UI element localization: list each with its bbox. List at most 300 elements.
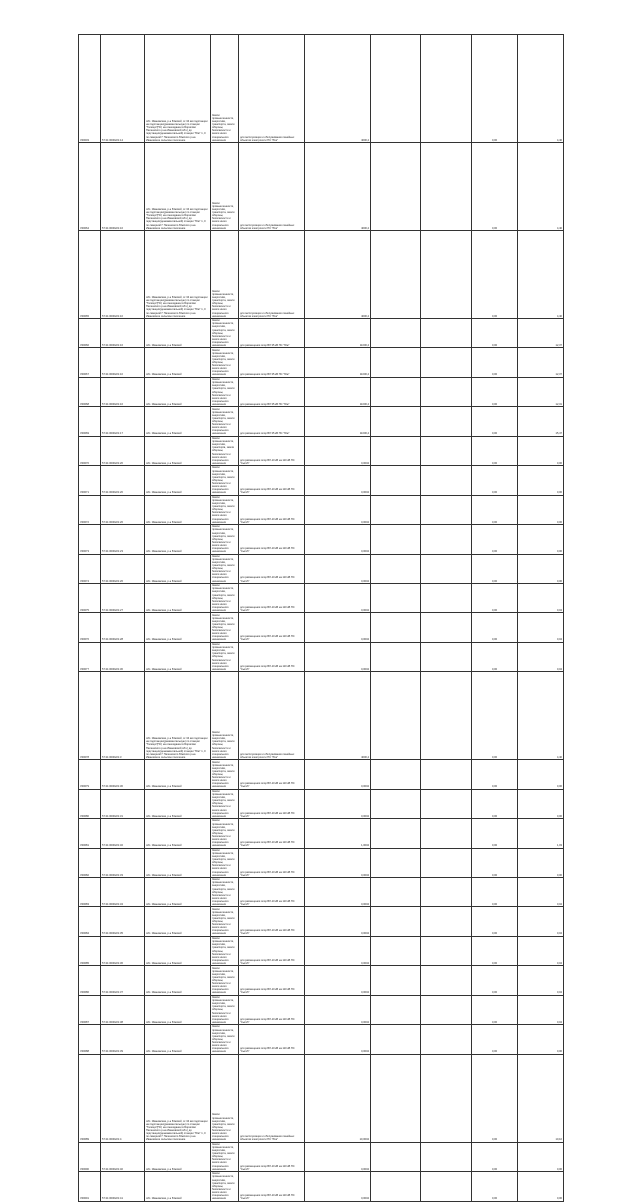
cell-land-category: Земли промышленности, энергетики, транспорta, земли обороны, безопасности и земли иного специального назначения	[211, 436, 239, 465]
table-row	[79, 789, 564, 818]
cell-empty-col-a	[371, 672, 421, 760]
cell-empty-col-a	[371, 1172, 421, 1201]
cell-coefficient: 0,00	[472, 760, 518, 789]
cell-address: обл. Ивановская, р-н Южский	[145, 789, 211, 818]
cell-land-category: Земли промышленности, энергетики, транспорта, земли обороны, безопасности и земли иного специального назначения	[211, 377, 239, 406]
cell-value: 1,03	[518, 819, 564, 848]
cell-land-category: Земли промышленности, энергетики, транспорта, земли обороны, безопасности и земли иного специального назначения	[211, 789, 239, 818]
cell-value: 0,06	[518, 495, 564, 524]
table-row	[79, 1025, 564, 1054]
cell-empty-col-b	[421, 348, 472, 377]
cell-coefficient: 0,00	[472, 613, 518, 642]
cell-empty-col-a	[371, 525, 421, 554]
cell-coefficient: 0,00	[472, 1054, 518, 1142]
cell-value: 0,06	[518, 525, 564, 554]
cell-empty-col-b	[421, 407, 472, 436]
cell-row-id: V00083	[79, 878, 101, 907]
cell-land-category: Земли промышленности, энергетики, транспорта, земли обороны, безопасности и земли иного специального назначения	[211, 613, 239, 642]
cell-cadastral-number: 57:21:0000221:28	[101, 613, 145, 642]
cell-value: 0,04	[518, 966, 564, 995]
cell-area: 1,0004	[305, 819, 371, 848]
cell-cadastral-number: 57:21:0000221:20	[101, 436, 145, 465]
cell-empty-col-a	[371, 348, 421, 377]
cell-value: 0,04	[518, 995, 564, 1024]
cell-row-id: V00084	[79, 907, 101, 936]
cell-value: 0,04	[518, 583, 564, 612]
cell-land-category: Земли промышленности, энергетики, транспорта, земли обороны, безопасности и земли иного специального назначения	[211, 1142, 239, 1171]
table-row	[79, 966, 564, 995]
cell-cadastral-number: 57:21:0000221:27	[101, 583, 145, 612]
cell-address: обл. Ивановская, р-н Южский	[145, 907, 211, 936]
cell-land-category: Земли промышленности, энергетики, транспорта, земли обороны, безопасности и земли иного специального назначения	[211, 878, 239, 907]
cell-permitted-use: для размещения опор ВЛ-10 кВ на 110 кВ ПС "Сыгиб"	[239, 936, 305, 965]
cell-address: обл. Ивановская, р-н Южский	[145, 319, 211, 348]
cell-empty-col-b	[421, 760, 472, 789]
cell-cadastral-number: 57:21:0000221:14	[101, 35, 145, 143]
cell-permitted-use: для размещения опор ВЛ-10 кВ на 110 кВ ПС "Сыгиб"	[239, 642, 305, 671]
cell-address: обл. Ивановская, р-н Южский	[145, 407, 211, 436]
cell-empty-col-a	[371, 1025, 421, 1054]
cell-area: 0,0004	[305, 436, 371, 465]
cell-value: 4,40	[518, 35, 564, 143]
cell-row-id: V00069	[79, 407, 101, 436]
cell-empty-col-b	[421, 672, 472, 760]
cell-row-id: V00080	[79, 789, 101, 818]
cell-empty-col-b	[421, 936, 472, 965]
cell-land-category: Земли промышленности, энергетики, транспорта, земли обороны, безопасности и земли иного специального назначения	[211, 848, 239, 877]
cell-permitted-use: для размещения опор ВЛ 35 кВ ПС "Юж"	[239, 377, 305, 406]
cell-area: 4000,4	[305, 672, 371, 760]
cell-cadastral-number: 57:21:0000221:4	[101, 1054, 145, 1142]
cell-coefficient: 0,00	[472, 466, 518, 495]
cell-permitted-use: для размещения опор ВЛ-10 кВ на 110 кВ ПС "Сыгиб"	[239, 495, 305, 524]
cell-value: 0,04	[518, 878, 564, 907]
cell-row-id: V00066	[79, 319, 101, 348]
cell-cadastral-number: 57:21:0000221:16	[101, 377, 145, 406]
cell-row-id: V00065	[79, 231, 101, 319]
cell-value: 0,04	[518, 642, 564, 671]
cell-empty-col-b	[421, 1054, 472, 1142]
cell-value: 4,40	[518, 231, 564, 319]
cell-coefficient: 0,00	[472, 878, 518, 907]
cell-area: 0,0004	[305, 848, 371, 877]
table-row	[79, 995, 564, 1024]
cell-coefficient: 0,00	[472, 583, 518, 612]
cell-address: обл. Ивановская, р-н Южский	[145, 1142, 211, 1171]
table-row	[79, 642, 564, 671]
cell-address: обл. Ивановская, р-н Южский, от 34 км подстанции на подстанции(декаментальную) по станции "Талица"(ПС) на огнекидании в Борисово Палешского р-на Ивановской обл.) до подстанции(денкаментальной) станции "Юж" 1, 0 по северной Г Палешского Южского р-на Ивановское сельское поселение	[145, 143, 211, 231]
cell-empty-col-b	[421, 878, 472, 907]
land-parcel-table	[78, 34, 564, 1202]
table-row	[79, 407, 564, 436]
cell-address: обл. Ивановская, р-н Южский	[145, 642, 211, 671]
cell-row-id: V00081	[79, 819, 101, 848]
cell-empty-col-a	[371, 1142, 421, 1171]
cell-empty-col-b	[421, 613, 472, 642]
table-row	[79, 848, 564, 877]
table-row	[79, 1142, 564, 1171]
table-row	[79, 819, 564, 848]
cell-coefficient: 0,00	[472, 231, 518, 319]
cell-empty-col-a	[371, 143, 421, 231]
cell-address: обл. Ивановская, р-н Южский, от 34 км подстанции на подстанции(декаментальную) по станции "Талица"(ПС) на огнекидании в Борисово Палешского р-на Ивановской обл.) до подстанции(денкаментальной) станции "Юж" 1, 0 по северной Г Палешского Южского р-на Ивановское сельское поселение	[145, 672, 211, 760]
cell-empty-col-b	[421, 1172, 472, 1201]
cell-address: обл. Ивановская, р-н Южский	[145, 554, 211, 583]
cell-empty-col-b	[421, 143, 472, 231]
cell-value: 12,37	[518, 319, 564, 348]
cell-area: 0,0004	[305, 525, 371, 554]
table-row	[79, 936, 564, 965]
cell-land-category: Земли промышленности, энергетики, транспорта, земли обороны, безопасности и земли иного специального назначения	[211, 525, 239, 554]
cell-land-category: Земли промышленности, энергетики, транспорта, земли обороны, безопасности и земли иного специального назначения	[211, 35, 239, 143]
cell-land-category: Земли промышленности, энергетики, транспорта, земли обороны, безопасности и земли иного специального назначения	[211, 672, 239, 760]
cell-empty-col-b	[421, 525, 472, 554]
cell-empty-col-b	[421, 583, 472, 612]
cell-row-id: V00085	[79, 936, 101, 965]
cell-value: 0,06	[518, 789, 564, 818]
cell-address: обл. Ивановская, р-н Южский	[145, 848, 211, 877]
cell-permitted-use: для эксплуатации и обслуживания линейных объектов электросети ПС "Юж"	[239, 672, 305, 760]
table-row	[79, 35, 564, 143]
cell-value: 0,06	[518, 436, 564, 465]
cell-permitted-use: для размещения опор ВЛ-10 кВ на 110 кВ ПС "Сыгиб"	[239, 583, 305, 612]
cell-area: 4000,4	[305, 143, 371, 231]
cell-empty-col-b	[421, 995, 472, 1024]
cell-cadastral-number: 57:21:0000221:26	[101, 554, 145, 583]
cell-value: 0,06	[518, 848, 564, 877]
cell-land-category: Земли промышленности, энергетики, транспорта, земли обороны, безопасности и земли иного специального назначения	[211, 231, 239, 319]
cell-cadastral-number: 57:21:0000221:10	[101, 231, 145, 319]
cell-empty-col-a	[371, 760, 421, 789]
cell-area: 0,0004	[305, 495, 371, 524]
cell-row-id: V00073	[79, 525, 101, 554]
cell-area: 0,0004	[305, 966, 371, 995]
cell-row-id: V00067	[79, 348, 101, 377]
cell-address: обл. Ивановская, р-н Южский	[145, 613, 211, 642]
cell-row-id: V00078	[79, 672, 101, 760]
cell-address: обл. Ивановская, р-н Южский	[145, 377, 211, 406]
cell-cadastral-number: 57:21:0000221:17	[101, 407, 145, 436]
cell-area: 0,0004	[305, 936, 371, 965]
cell-empty-col-a	[371, 407, 421, 436]
cell-cadastral-number: 57:21:0000221:23	[101, 525, 145, 554]
cell-value: 0,06	[518, 1025, 564, 1054]
cell-permitted-use: для размещения опор ВЛ-10 кВ на 110 кВ ПС "Сыгиб"	[239, 525, 305, 554]
cell-empty-col-b	[421, 495, 472, 524]
table-row	[79, 672, 564, 760]
cell-row-id: V00068	[79, 377, 101, 406]
cell-land-category: Земли промышленности, энергетики, транспорта, земли обороны, безопасности и земли иного специального назначения	[211, 554, 239, 583]
cell-land-category: Земли промышленности, энергетики, транспорта, земли обороны, безопасности и земли иного специального назначения	[211, 1025, 239, 1054]
cell-area: 0,0004	[305, 583, 371, 612]
cell-permitted-use: для эксплуатации и обслуживания линейных объектов электросети ПС "Юж"	[239, 1054, 305, 1142]
cell-empty-col-a	[371, 495, 421, 524]
cell-land-category: Земли промышленности, энергетики, транспорта, земли обороны, безопасности и земли иного специального назначения	[211, 495, 239, 524]
cell-land-category: Земли промышленности, энергетики, транспорта, земли обороны, безопасности и земли иного специального назначения	[211, 583, 239, 612]
cell-permitted-use: для размещения опор ВЛ-10 кВ на 110 кВ ПС "Сыгиб"	[239, 436, 305, 465]
cell-permitted-use: для размещения опор ВЛ-10 кВ на 110 кВ ПС "Сыгиб"	[239, 554, 305, 583]
cell-address: обл. Ивановская, р-н Южский	[145, 495, 211, 524]
cell-cadastral-number: 57:21:0000221:26	[101, 495, 145, 524]
cell-area: 4000,4	[305, 35, 371, 143]
cell-value: 12,31	[518, 377, 564, 406]
table-row	[79, 907, 564, 936]
cell-empty-col-a	[371, 642, 421, 671]
cell-empty-col-a	[371, 35, 421, 143]
cell-coefficient: 0,00	[472, 1025, 518, 1054]
cell-empty-col-a	[371, 848, 421, 877]
table-row	[79, 613, 564, 642]
cell-address: обл. Ивановская, р-н Южский	[145, 760, 211, 789]
cell-permitted-use: для размещения опор ВЛ 35 кВ ПС "Юж"	[239, 407, 305, 436]
cell-row-id: V00090	[79, 1142, 101, 1171]
cell-land-category: Земли промышленности, энергетики, транспорта, земли обороны, безопасности и земли иного специального назначения	[211, 936, 239, 965]
cell-coefficient: 0,00	[472, 554, 518, 583]
cell-permitted-use: для эксплуатации и обслуживания линейных объектов электросети ПС "Юж"	[239, 35, 305, 143]
cell-address: обл. Ивановская, р-н Южский, от 34 км подстанции на подстанции(декаментальную) по станции "Талица"(ПС) на огнекидании в Борисово Палешского р-на Ивановской обл.) до подстанции(денкаментальной) станции "Юж" 1, 0 по северной Г Палешского Южского р-на Ивановское сельское поселение	[145, 231, 211, 319]
cell-land-category: Земли промышленности, энергетики, транспорта, земли обороны, безопасности и земли иного специального назначения	[211, 1172, 239, 1201]
cell-permitted-use: для размещения опор ВЛ-10 кВ на 110 кВ ПС "Сыгиб"	[239, 760, 305, 789]
cell-cadastral-number: 57:21:0000221:37	[101, 966, 145, 995]
cell-empty-col-b	[421, 642, 472, 671]
cell-value: 0,06	[518, 760, 564, 789]
table-row	[79, 231, 564, 319]
cell-permitted-use: для размещения опор ВЛ-10 кВ на 110 кВ ПС "Сыгиб"	[239, 819, 305, 848]
cell-land-category: Земли промышленности, энергетики, транспорта, земли обороны, безопасности и земли иного специального назначения	[211, 319, 239, 348]
cell-area: 0,0004	[305, 907, 371, 936]
cell-value: 15,47	[518, 407, 564, 436]
cell-permitted-use: для размещения опор ВЛ-10 кВ на 110 кВ ПС "Сыгиб"	[239, 789, 305, 818]
cell-empty-col-b	[421, 819, 472, 848]
cell-permitted-use: для размещения опор ВЛ-10 кВ на 110 кВ ПС "Сыгиб"	[239, 1142, 305, 1171]
cell-coefficient: 0,00	[472, 995, 518, 1024]
cell-empty-col-b	[421, 466, 472, 495]
table-row	[79, 1172, 564, 1201]
cell-area: 0,0004	[305, 1142, 371, 1171]
cell-cadastral-number: 57:21:0000221:36	[101, 936, 145, 965]
cell-coefficient: 0,00	[472, 848, 518, 877]
cell-address: обл. Ивановская, р-н Южский, от 34 км подстанции на подстанции(декаментальную) по станции "Талица"(ПС) на огнекидании в Борисово Палешского р-на Ивановской обл.) до подстанции(денкаментальной) станции "Юж" 1, 0 по северной Г Палешского Южского р-на Ивановское сельское поселение	[145, 1054, 211, 1142]
cell-area: 10,0004	[305, 1054, 371, 1142]
cell-empty-col-a	[371, 554, 421, 583]
cell-coefficient: 0,00	[472, 436, 518, 465]
cell-address: обл. Ивановская, р-н Южский	[145, 1025, 211, 1054]
cell-permitted-use: для размещения опор ВЛ-10 кВ на 110 кВ ПС "Сыгиб"	[239, 1025, 305, 1054]
cell-cadastral-number: 57:21:0000221:3	[101, 672, 145, 760]
cell-value: 0,06	[518, 466, 564, 495]
cell-coefficient: 0,00	[472, 672, 518, 760]
cell-permitted-use: для эксплуатации и обслуживания линейных объектов электросети ПС "Юж"	[239, 143, 305, 231]
table-row	[79, 554, 564, 583]
cell-coefficient: 0,00	[472, 907, 518, 936]
cell-land-category: Земли промышленности, энергетики, транспорта, земли обороны, безопасности и земли иного специального назначения	[211, 407, 239, 436]
table-row	[79, 495, 564, 524]
cell-cadastral-number: 57:21:0000221:30	[101, 760, 145, 789]
cell-cadastral-number: 57:21:0000221:32	[101, 819, 145, 848]
cell-coefficient: 0,00	[472, 377, 518, 406]
cell-empty-col-b	[421, 231, 472, 319]
cell-value: 4,40	[518, 672, 564, 760]
cell-empty-col-b	[421, 1142, 472, 1171]
cell-row-id: V00071	[79, 466, 101, 495]
cell-coefficient: 0,00	[472, 966, 518, 995]
cell-coefficient: 0,00	[472, 407, 518, 436]
cell-area: 0,0004	[305, 1025, 371, 1054]
cell-area: 0,0004	[305, 1172, 371, 1201]
cell-area: 11000,4	[305, 407, 371, 436]
cell-area: 0,0004	[305, 466, 371, 495]
cell-land-category: Земли промышленности, энергетики, транспорта, земли обороны, безопасности и земли иного специального назначения	[211, 642, 239, 671]
cell-coefficient: 0,00	[472, 936, 518, 965]
cell-coefficient: 0,00	[472, 495, 518, 524]
cell-empty-col-a	[371, 819, 421, 848]
cell-area: 0,0004	[305, 789, 371, 818]
cell-empty-col-a	[371, 789, 421, 818]
cell-area: 11000,4	[305, 377, 371, 406]
cell-value: 0,04	[518, 907, 564, 936]
cell-cadastral-number: 57:21:0000221:31	[101, 789, 145, 818]
cell-address: обл. Ивановская, р-н Южский	[145, 819, 211, 848]
cell-empty-col-b	[421, 966, 472, 995]
cell-area: 0,0004	[305, 760, 371, 789]
cell-land-category: Земли промышленности, энергетики, транспорта, земли обороны, безопасности и земли иного специального назначения	[211, 995, 239, 1024]
cell-area: 4000,4	[305, 231, 371, 319]
cell-cadastral-number: 57:21:0000221:41	[101, 1172, 145, 1201]
cell-cadastral-number: 57:21:0000221:39	[101, 1025, 145, 1054]
cell-coefficient: 0,00	[472, 143, 518, 231]
cell-coefficient: 0,00	[472, 1142, 518, 1171]
cell-cadastral-number: 57:21:0000221:40	[101, 1142, 145, 1171]
cell-permitted-use: для размещения опор ВЛ-10 кВ на 110 кВ ПС "Сыгиб"	[239, 995, 305, 1024]
cell-empty-col-b	[421, 907, 472, 936]
cell-permitted-use: для размещения опор ВЛ-10 кВ на 110 кВ ПС "Сыгиб"	[239, 613, 305, 642]
cell-land-category: Земли промышленности, энергетики, транспорта, земли обороны, безопасности и земли иного специального назначения	[211, 348, 239, 377]
cell-cadastral-number: 57:21:0000221:33	[101, 848, 145, 877]
cell-permitted-use: для размещения опор ВЛ-10 кВ на 110 кВ ПС "Сыгиб"	[239, 1172, 305, 1201]
cell-empty-col-b	[421, 436, 472, 465]
cell-empty-col-a	[371, 319, 421, 348]
cell-empty-col-a	[371, 966, 421, 995]
cell-cadastral-number: 57:21:0000221:20	[101, 466, 145, 495]
cell-address: обл. Ивановская, р-н Южский	[145, 436, 211, 465]
cell-cadastral-number: 57:21:0000221:10	[101, 348, 145, 377]
cell-permitted-use: для размещения опор ВЛ-10 кВ на 110 кВ ПС "Сыгиб"	[239, 907, 305, 936]
cell-row-id: V00082	[79, 848, 101, 877]
cell-cadastral-number: 57:21:0000221:16	[101, 143, 145, 231]
cell-cadastral-number: 57:21:0000221:34	[101, 878, 145, 907]
cell-permitted-use: для размещения опор ВЛ-10 кВ на 110 кВ ПС "Сыгиб"	[239, 966, 305, 995]
table-row	[79, 760, 564, 789]
cell-empty-col-b	[421, 319, 472, 348]
cell-empty-col-a	[371, 995, 421, 1024]
cell-land-category: Земли промышленности, энергетики, транспорта, земли обороны, безопасности и земли иного специального назначения	[211, 143, 239, 231]
cell-coefficient: 0,00	[472, 642, 518, 671]
cell-address: обл. Ивановская, р-н Южский	[145, 995, 211, 1024]
cell-cadastral-number: 57:21:0000221:38	[101, 995, 145, 1024]
cell-area: 11000,4	[305, 348, 371, 377]
cell-permitted-use: для размещения опор ВЛ-10 кВ на 110 кВ ПС "Сыгиб"	[239, 848, 305, 877]
cell-row-id: V00087	[79, 995, 101, 1024]
cell-row-id: V00075	[79, 583, 101, 612]
cell-empty-col-a	[371, 466, 421, 495]
cell-coefficient: 0,00	[472, 319, 518, 348]
cell-cadastral-number: 57:21:0000221:30	[101, 642, 145, 671]
table-row	[79, 436, 564, 465]
cell-address: обл. Ивановская, р-н Южский	[145, 525, 211, 554]
cell-permitted-use: для размещения опор ВЛ-10 кВ на 110 кВ ПС "Сыгиб"	[239, 466, 305, 495]
cell-value: 0,06	[518, 1172, 564, 1201]
cell-address: обл. Ивановская, р-н Южский	[145, 936, 211, 965]
cell-empty-col-b	[421, 1025, 472, 1054]
cell-address: обл. Ивановская, р-н Южский	[145, 1172, 211, 1201]
cell-empty-col-a	[371, 878, 421, 907]
cell-row-id: V00079	[79, 760, 101, 789]
cell-row-id: V00089	[79, 1054, 101, 1142]
cell-area: 0,0004	[305, 554, 371, 583]
cell-coefficient: 0,00	[472, 525, 518, 554]
cell-area: 0,0004	[305, 995, 371, 1024]
cell-empty-col-a	[371, 936, 421, 965]
cell-land-category: Земли промышленности, энергетики, транспорта, земли обороны, безопасности и земли иного специального назначения	[211, 466, 239, 495]
cell-coefficient: 0,00	[472, 789, 518, 818]
cell-value: 0,06	[518, 554, 564, 583]
cell-land-category: Земли промышленности, энергетики, транспорта, земли обороны, безопасности и земли иного специального назначения	[211, 760, 239, 789]
table-row	[79, 348, 564, 377]
cell-coefficient: 0,00	[472, 348, 518, 377]
cell-row-id: V00076	[79, 613, 101, 642]
cell-land-category: Земли промышленности, энергетики, транспорта, земли обороны, безопасности и земли иного специального назначения	[211, 907, 239, 936]
table-row	[79, 377, 564, 406]
cell-empty-col-a	[371, 583, 421, 612]
cell-row-id: V00003	[79, 35, 101, 143]
cell-row-id: V00091	[79, 1172, 101, 1201]
cell-row-id: V00074	[79, 554, 101, 583]
cell-permitted-use: для эксплуатации и обслуживания линейных объектов электросети ПС "Юж"	[239, 231, 305, 319]
cell-value: 10,10	[518, 1054, 564, 1142]
cell-row-id: V00086	[79, 966, 101, 995]
cell-land-category: Земли промышленности, энергетики, транспорта, земли обороны, безопасности и земли иного специального назначения	[211, 1054, 239, 1142]
cell-address: обл. Ивановская, р-н Южский	[145, 966, 211, 995]
cell-cadastral-number: 57:21:0000221:16	[101, 319, 145, 348]
cell-row-id: V00077	[79, 642, 101, 671]
cell-empty-col-b	[421, 377, 472, 406]
cell-value: 0,06	[518, 1142, 564, 1171]
cell-value: 0,04	[518, 613, 564, 642]
cell-coefficient: 0,00	[472, 35, 518, 143]
cell-address: обл. Ивановская, р-н Южский	[145, 348, 211, 377]
cell-address: обл. Ивановская, р-н Южский, от 34 км подстанции на подстанции(декаментальную) по станции "Талица"(ПС) на огнекидании в Борисово Палешского р-на Ивановской обл.) до подстанции(денкаментальной) станции "Юж" 1, 0 по северной Г Палешского Южского р-на Ивановское сельское поселение	[145, 35, 211, 143]
cell-permitted-use: для размещения опор ВЛ 35 кВ ПС "Юж"	[239, 348, 305, 377]
cell-area: 0,0004	[305, 642, 371, 671]
cell-area: 0,0004	[305, 878, 371, 907]
cell-empty-col-a	[371, 1054, 421, 1142]
cell-area: 0,0004	[305, 613, 371, 642]
cell-empty-col-b	[421, 789, 472, 818]
cell-permitted-use: для размещения опор ВЛ-10 кВ на 110 кВ ПС "Сыгиб"	[239, 878, 305, 907]
cell-row-id: V00070	[79, 436, 101, 465]
cell-value: 0,04	[518, 936, 564, 965]
cell-empty-col-b	[421, 848, 472, 877]
cell-empty-col-b	[421, 554, 472, 583]
cell-value: 4,40	[518, 143, 564, 231]
table-row	[79, 525, 564, 554]
cell-empty-col-a	[371, 436, 421, 465]
cell-area: 11000,4	[305, 319, 371, 348]
cell-row-id: V00072	[79, 495, 101, 524]
cell-empty-col-a	[371, 377, 421, 406]
cell-address: обл. Ивановская, р-н Южский	[145, 583, 211, 612]
cell-coefficient: 0,00	[472, 819, 518, 848]
